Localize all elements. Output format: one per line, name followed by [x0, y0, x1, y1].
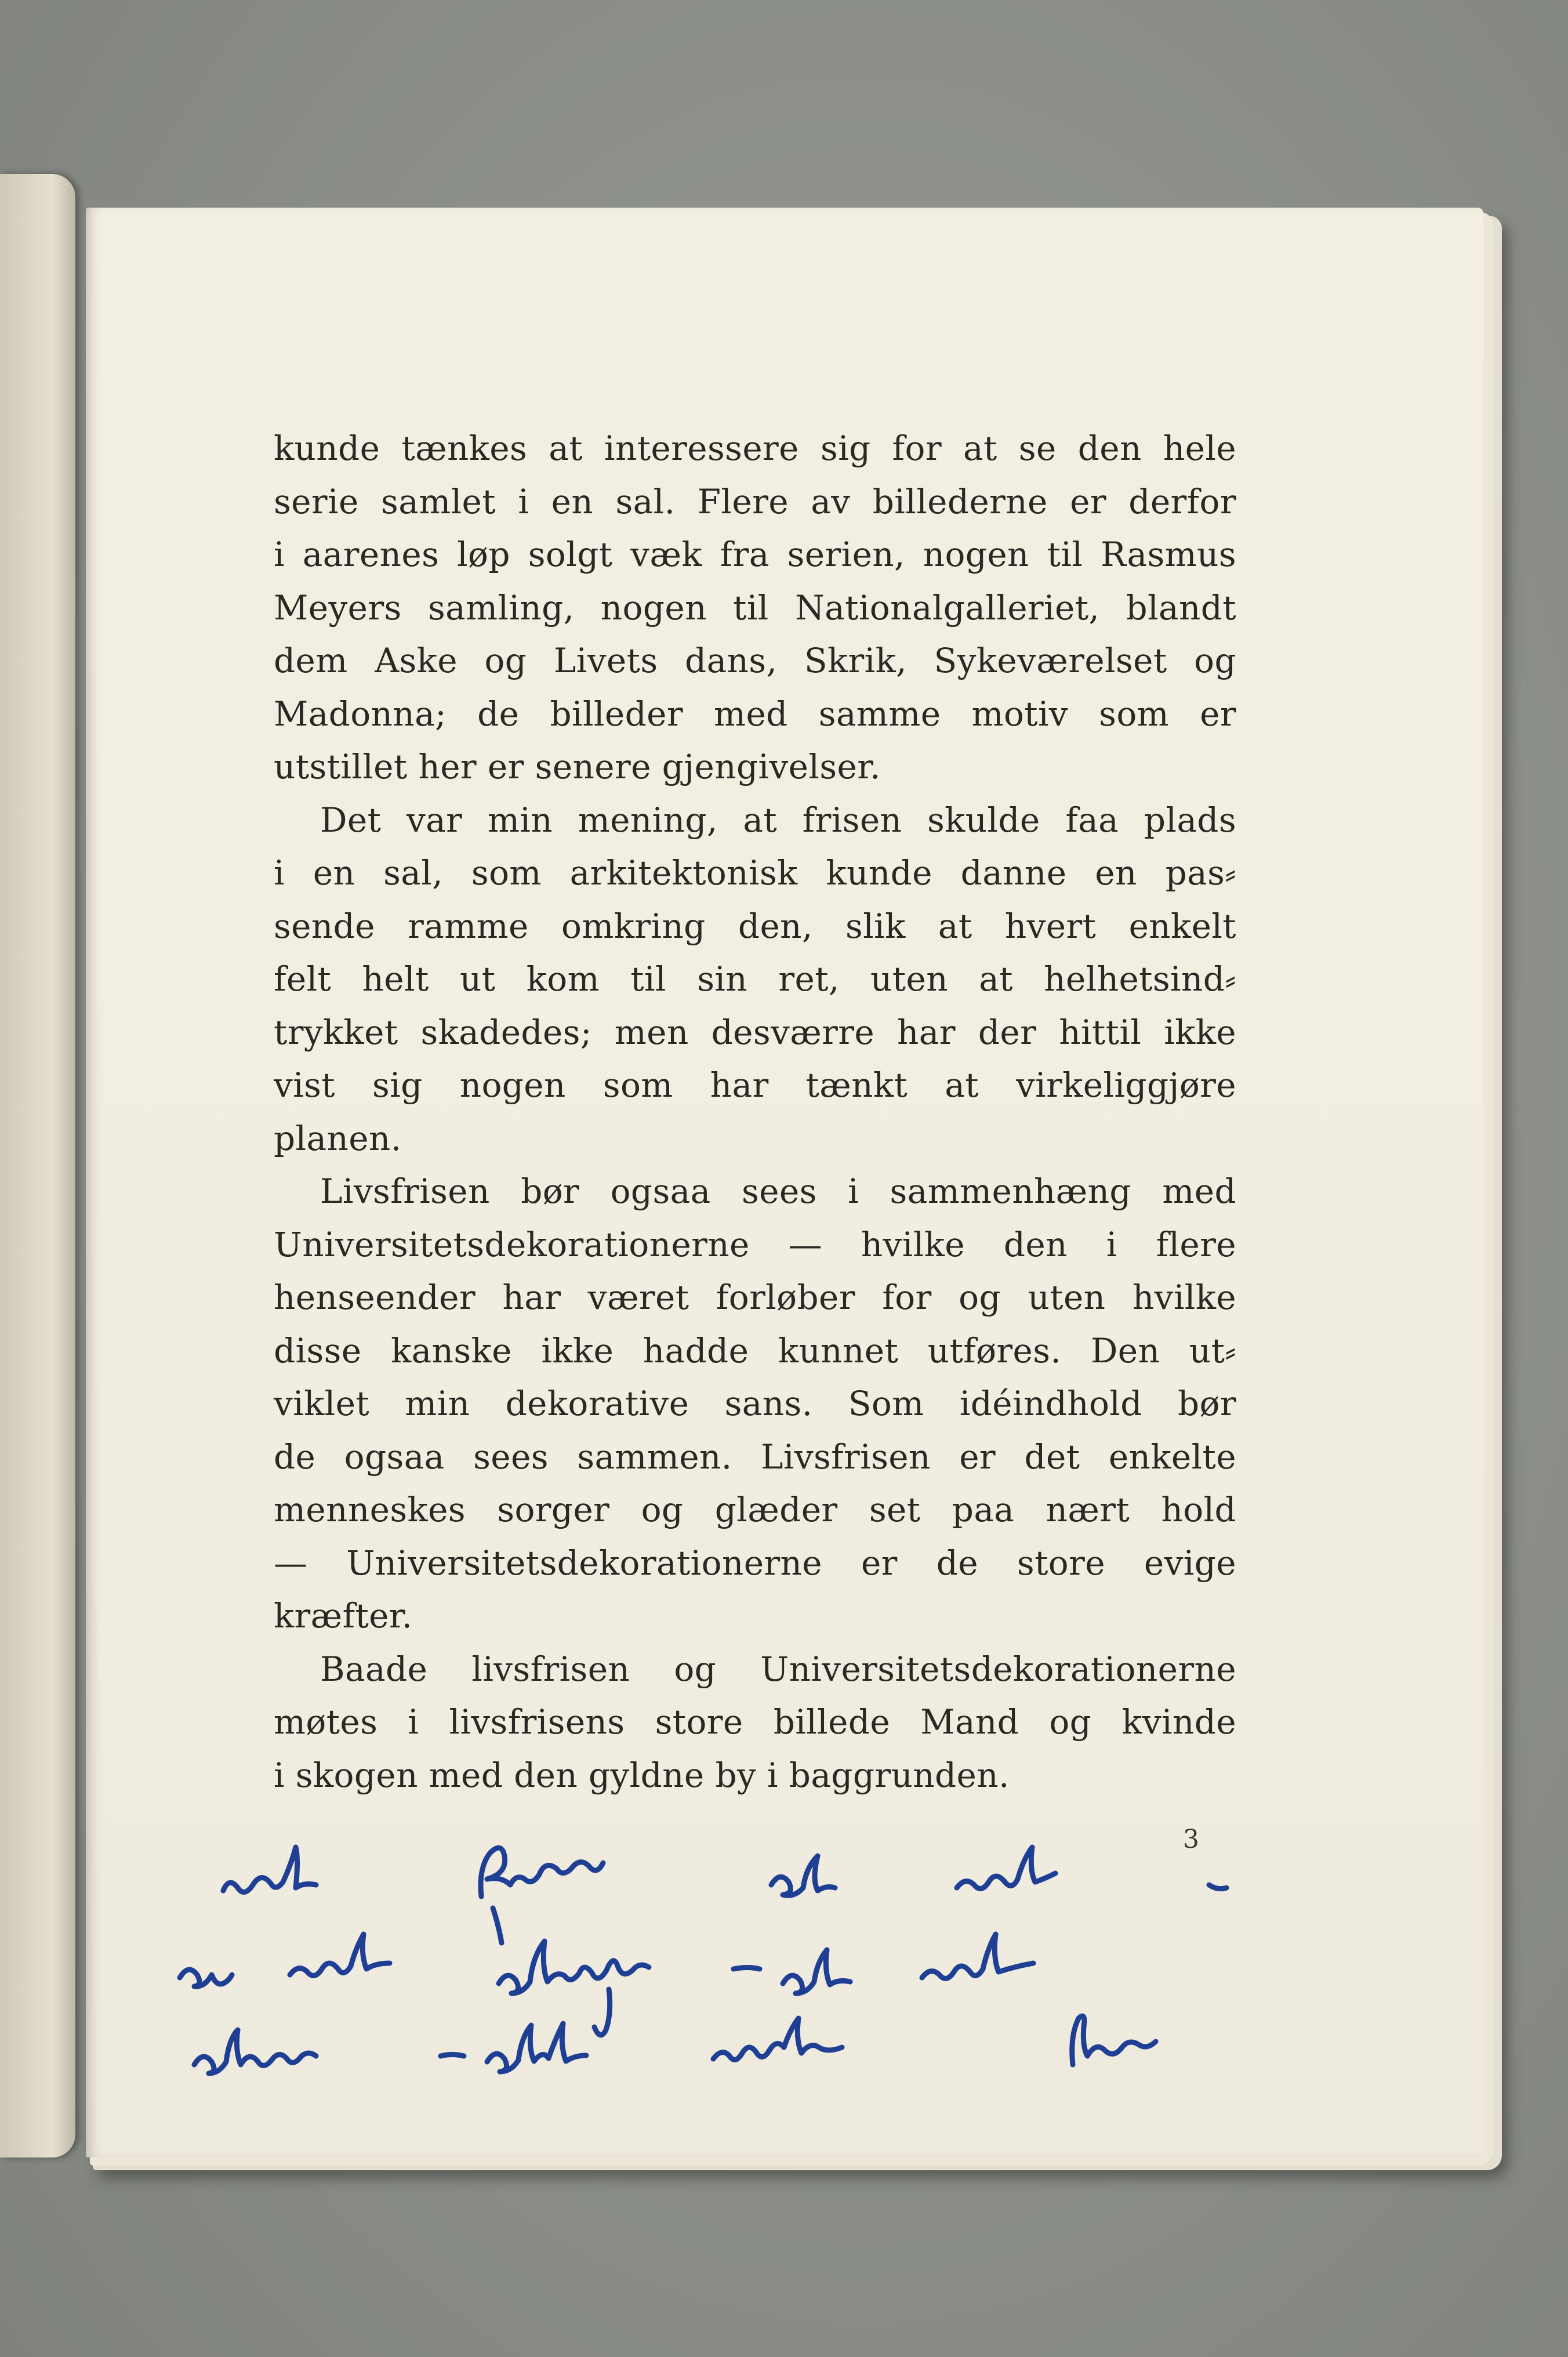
paragraph [274, 422, 1236, 794]
text-line: felt helt ut kom til sin ret, uten at helhetsind⸗ [274, 959, 1236, 999]
text-line: dem Aske og Livets dans, Skrik, Sykeværelset og [274, 641, 1236, 680]
text-line: trykket skadedes; men desværre har der hittil ikke [274, 1012, 1236, 1052]
paragraph [274, 794, 1236, 1166]
text-line: Madonna; de billeder med samme motiv som er [274, 694, 1236, 734]
text-line: utstillet her er senere gjengivelser. [274, 747, 881, 786]
text-line: Det var min mening, at frisen skulde faa plads [320, 800, 1236, 840]
text-line: viklet min dekorative sans. Som idéindhold bør [274, 1384, 1236, 1423]
facing-page-edge [0, 174, 75, 2157]
paragraph [274, 1165, 1236, 1643]
text-line: i aarenes løp solgt væk fra serien, nogen til Rasmus [274, 535, 1236, 574]
text-line: i skogen med den gyldne by i baggrunden. [274, 1755, 1010, 1795]
paragraph [274, 1643, 1236, 1803]
text-line: vist sig nogen som har tænkt at virkeliggjøre [274, 1065, 1236, 1105]
text-line: de ogsaa sees sammen. Livsfrisen er det enkelte [274, 1437, 1236, 1477]
text-line: disse kanske ikke hadde kunnet utføres. Den ut⸗ [274, 1330, 1236, 1370]
text-line: planen. [274, 1118, 402, 1158]
text-line: Meyers samling, nogen til Nationalgalleriet, blandt [274, 588, 1236, 628]
text-line: sende ramme omkring den, slik at hvert enkelt [274, 906, 1236, 946]
text-line: Livsfrisen bør ogsaa sees i sammenhæng med [320, 1172, 1236, 1211]
text-line: — Universitetsdekorationerne er de store evige [274, 1543, 1236, 1583]
page-number: 3 [1183, 1825, 1199, 1854]
text-line: serie samlet i en sal. Flere av billederne er derfor [274, 481, 1236, 521]
text-line: i en sal, som arkitektonisk kunde danne en pas⸗ [274, 853, 1236, 893]
handwritten-note [168, 1815, 1258, 2082]
text-line: møtes i livsfrisens store billede Mand og kvinde [274, 1702, 1236, 1742]
text-line: Universitetsdekorationerne — hvilke den i flere [274, 1224, 1236, 1264]
text-line: kunde tænkes at interessere sig for at se den hele [274, 429, 1236, 468]
text-line: henseender har været forløber for og uten hvilke [274, 1278, 1236, 1317]
text-line: kræfter. [274, 1596, 413, 1636]
text-line: menneskes sorger og glæder set paa nært hold [274, 1490, 1236, 1529]
text-line: Baade livsfrisen og Universitetsdekorationerne [320, 1649, 1236, 1689]
printed-text [274, 422, 1236, 1802]
